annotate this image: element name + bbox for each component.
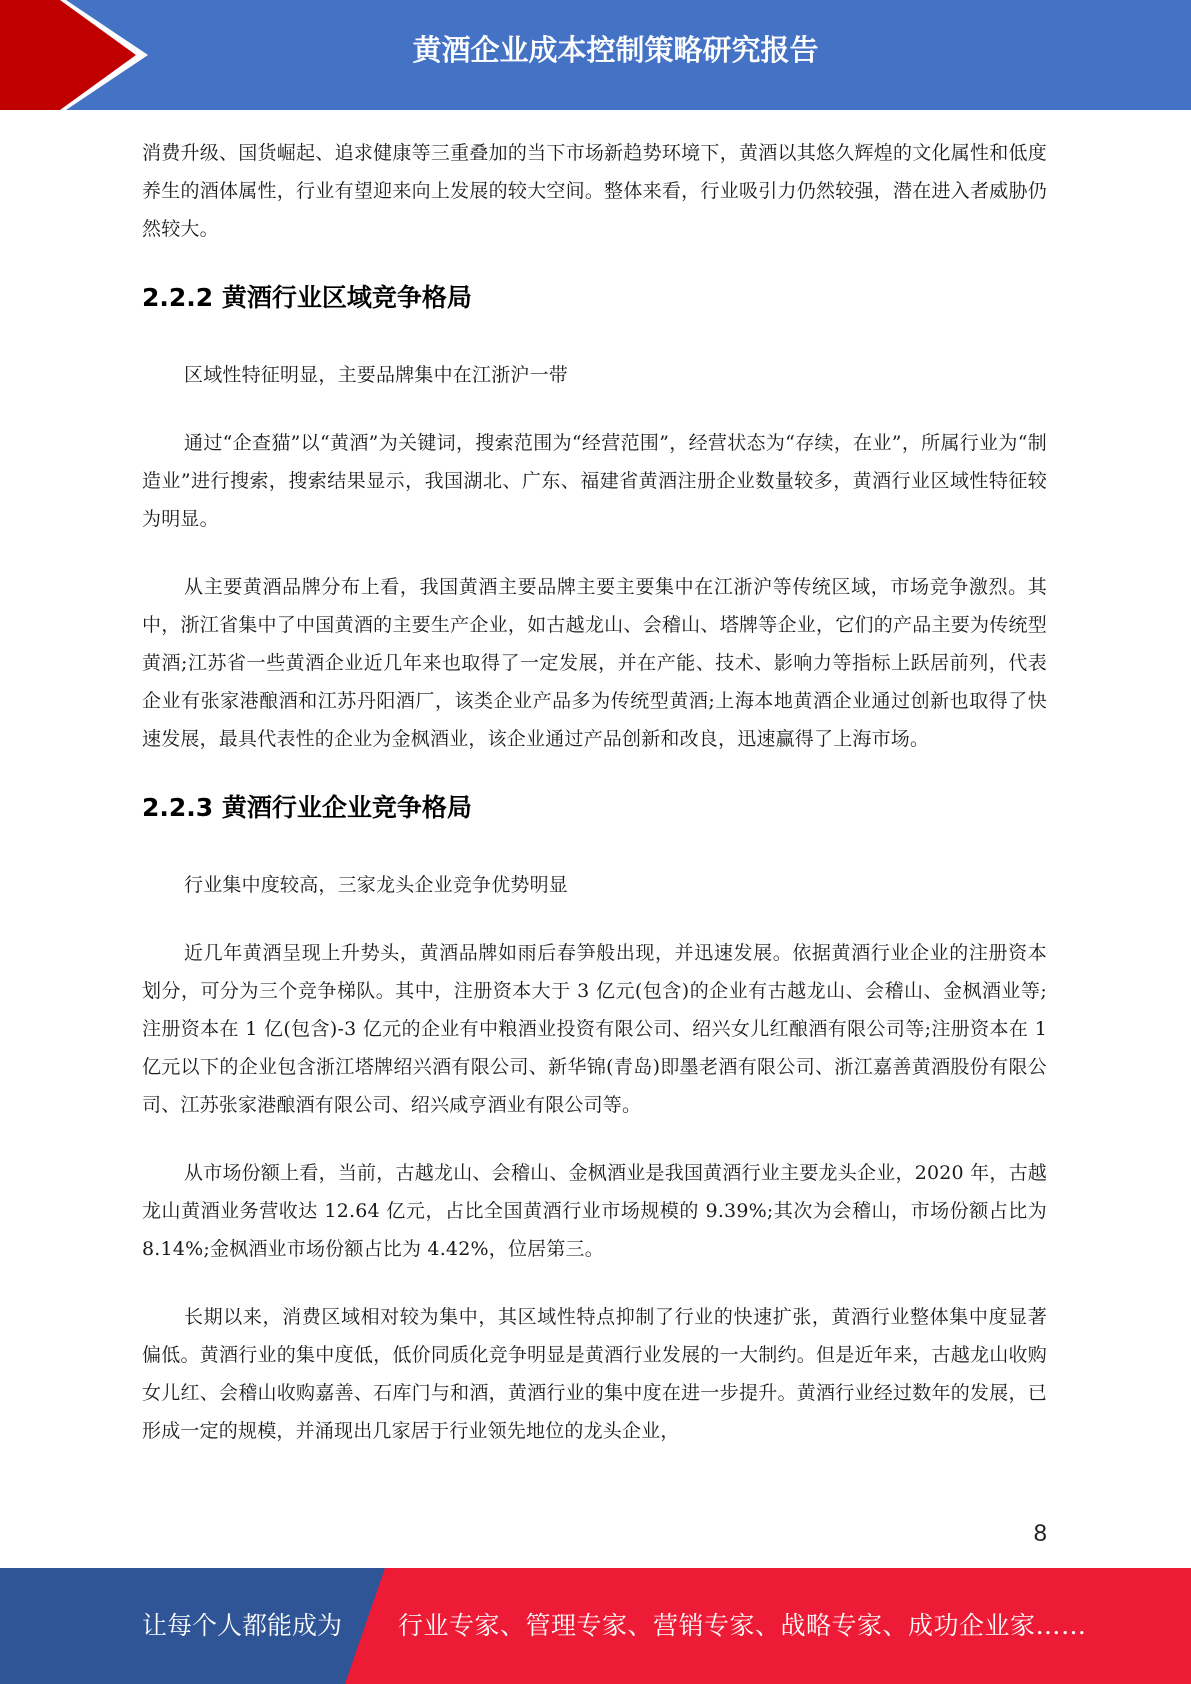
body-paragraph: 从主要黄酒品牌分布上看，我国黄酒主要品牌主要主要集中在江浙沪等传统区域，市场竞争激烈。其中，浙江省集中了中国黄酒的主要生产企业，如古越龙山、会稽山、塔牌等企业，它们的产品主要为传统型黄酒;江苏省一些黄酒企业近几年来也取得了一定发展，并在产能、技术、影响力等指标上跃居前列，代表企业有张家港酿酒和江苏丹阳酒厂，该类企业产品多为传统型黄酒;上海本地黄酒企业通过创新也取得了快速发展，最具代表性的企业为金枫酒业，该企业通过产品创新和改良，迅速赢得了上海市场。 xyxy=(142,576,1047,750)
body-paragraph: 长期以来，消费区域相对较为集中，其区域性特点抑制了行业的快速扩张，黄酒行业整体集中度显著偏低。黄酒行业的集中度低，低价同质化竞争明显是黄酒行业发展的一大制约。但是近年来，古越龙山收购女儿红、会稽山收购嘉善、石库门与和酒，黄酒行业的集中度在进一步提升。黄酒行业经过数年的发展，已形成一定的规模，并涌现出几家居于行业领先地位的龙头企业， xyxy=(142,1306,1047,1442)
body-paragraph: 近几年黄酒呈现上升势头，黄酒品牌如雨后春笋般出现，并迅速发展。依据黄酒行业企业的注册资本划分，可分为三个竞争梯队。其中，注册资本大于 3 亿元(包含)的企业有古越龙山、会稽山、金枫酒业等;注册资本在 1 亿(包含)-3 亿元的企业有中粮酒业投资有限公司、绍兴女儿红酿酒有限公司等;注册资本在 1 亿元以下的企业包含浙江塔牌绍兴酒有限公司、新华锦(青岛)即墨老酒有限公司、浙江嘉善黄酒股份有限公司、江苏张家港酿酒有限公司、绍兴咸亨酒业有限公司等。 xyxy=(142,942,1047,1116)
page-content xyxy=(142,134,1047,1450)
body-paragraph: 从市场份额上看，当前，古越龙山、会稽山、金枫酒业是我国黄酒行业主要龙头企业，2020 年，古越龙山黄酒业务营收达 12.64 亿元，占比全国黄酒行业市场规模的 9.39%;其次为会稽山，市场份额占比为 8.14%;金枫酒业市场份额占比为 4.42%，位居第三。 xyxy=(142,1162,1047,1260)
section-heading-2-2-3: 2.2.3 黄酒行业企业竞争格局 xyxy=(142,793,472,822)
section-heading-2-2-2: 2.2.2 黄酒行业区域竞争格局 xyxy=(142,283,472,312)
page-header xyxy=(0,0,1191,110)
report-title: 黄酒企业成本控制策略研究报告 xyxy=(412,33,819,67)
footer-slogan-left: 让每个人都能成为 xyxy=(142,1611,343,1640)
section-subtitle: 区域性特征明显，主要品牌集中在江浙沪一带 xyxy=(184,364,569,386)
section-subtitle: 行业集中度较高，三家龙头企业竞争优势明显 xyxy=(184,874,569,896)
intro-paragraph: 消费升级、国货崛起、追求健康等三重叠加的当下市场新趋势环境下，黄酒以其悠久辉煌的文化属性和低度养生的酒体属性，行业有望迎来向上发展的较大空间。整体来看，行业吸引力仍然较强，潜在进入者威胁仍然较大。 xyxy=(142,142,1047,240)
body-paragraph: 通过“企查猫”以“黄酒”为关键词，搜索范围为“经营范围”，经营状态为“存续，在业”，所属行业为“制造业”进行搜索，搜索结果显示，我国湖北、广东、福建省黄酒注册企业数量较多，黄酒行业区域性特征较为明显。 xyxy=(142,432,1047,530)
page-number: 8 xyxy=(1033,1520,1047,1547)
footer-slogan-right: 行业专家、管理专家、营销专家、战略专家、成功企业家…… xyxy=(398,1611,1087,1640)
page-footer xyxy=(0,1568,1191,1684)
